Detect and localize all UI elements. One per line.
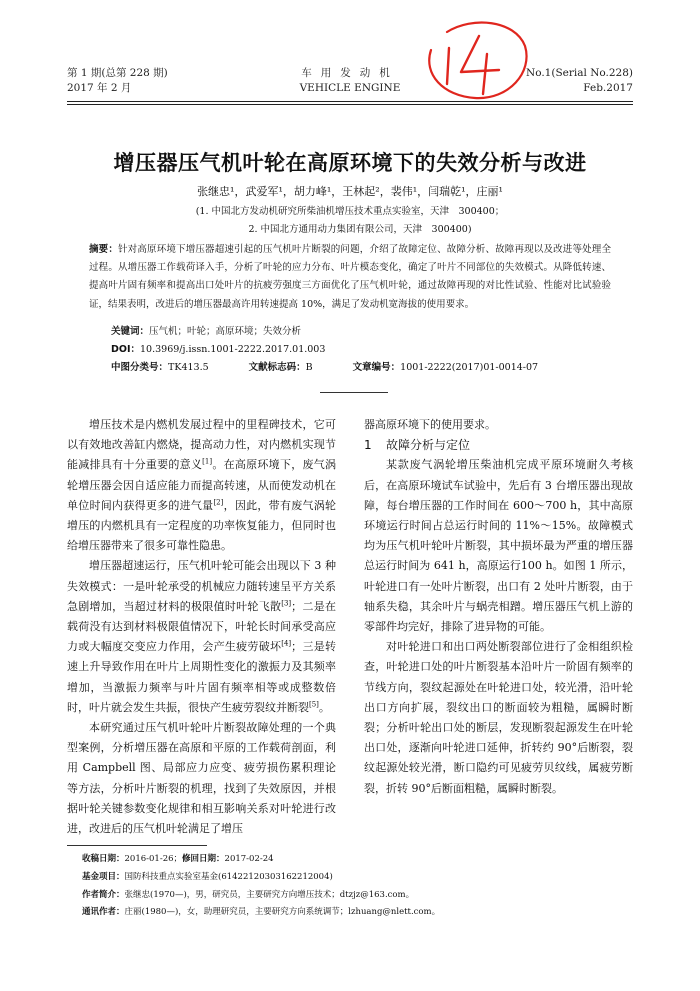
- classification-codes: [111, 359, 538, 376]
- body-left-column: [67, 415, 336, 839]
- doc-code-value: B: [305, 362, 313, 373]
- citation: [4]: [281, 639, 292, 648]
- abstract: [89, 241, 611, 314]
- footnotes: [82, 851, 642, 922]
- abstract-label: 摘要：: [89, 244, 119, 255]
- citation: [3]: [281, 599, 292, 608]
- abstract-divider: [320, 392, 388, 393]
- doi-text: 10.3969/j.issn.1001-2222.2017.01.003: [140, 344, 326, 355]
- footnote-corresponding: 通讯作者：庄丽(1980—)，女，助理研究员，主要研究方向系统调节；lzhuang@nlett.com。: [82, 907, 441, 918]
- doi: [111, 341, 325, 358]
- header-rule-thin: [67, 104, 633, 105]
- doi-label: DOI：: [111, 344, 140, 355]
- clc-value: TK413.5: [168, 362, 209, 373]
- journal-name-cn: 车用发动机: [301, 67, 399, 79]
- affiliation-2: 2. 中国北方通用动力集团有限公司，天津 300400): [248, 224, 472, 235]
- paragraph: 器高原环境下的使用要求。: [364, 418, 496, 431]
- author-list: 张继忠¹，武爱军¹，胡力峰¹，王林起²，裴伟¹，闫瑞乾¹，庄丽¹: [197, 185, 503, 198]
- article-number-label: 文章编号：: [352, 362, 401, 373]
- section-number: 1: [364, 438, 372, 453]
- footnote-author: 作者简介：张继忠(1970—)，男，研究员，主要研究方向增压技术；dtzjz@163.com。: [82, 889, 415, 900]
- citation: [2]: [213, 498, 224, 507]
- section-title: 故障分析与定位: [386, 438, 471, 453]
- journal-issue-info-en: [526, 66, 633, 96]
- affiliation-1: (1. 中国北方发动机研究所柴油机增压技术重点实验室，天津 300400；: [195, 206, 505, 217]
- issue-date-en: Feb.2017: [583, 82, 633, 94]
- keywords: [111, 323, 301, 340]
- paragraph: 增压器超速运行，压气机叶轮可能会出现以下 3 种失效模式：一是叶轮承受的机械应力随转速呈平方关系急剧增加，当超过材料的极限值时叶轮飞散[3]；二是在载荷没有达到材料极限值情况下，叶轮长时间承受高应力或大幅度交变应力作用，会产生疲劳破坏[4]；三是转速上升导致作用在叶片上周期性变化的激振力及其频率增加，当激振力频率与叶片固有频率相等或成整数倍时，叶片就会发生共振，很快产生疲劳裂纹并断裂[5]。: [67, 559, 337, 714]
- issue-date: 2017 年 2 月: [67, 82, 132, 94]
- handwritten-annotation: [417, 14, 532, 104]
- issue-number: 第 1 期(总第 228 期): [67, 67, 168, 79]
- header-rule: [67, 101, 633, 102]
- article-number-value: 1001-2222(2017)01-0014-07: [400, 362, 539, 373]
- citation: [5]: [309, 700, 319, 709]
- paper-title: 增压器压气机叶轮在高原环境下的失效分析与改进: [113, 151, 587, 175]
- doc-code-label: 文献标志码：: [248, 362, 306, 373]
- keywords-label: 关键词：: [111, 326, 150, 337]
- footnote-dates: 收稿日期：2016-01-26；修回日期：2017-02-24: [82, 854, 274, 864]
- paragraph: 对叶轮进口和出口两处断裂部位进行了金相组织检查，叶轮进口处的叶片断裂基本沿叶片一阶固有频率的节线方向，裂纹起源处在叶轮进口处，较光滑，沿叶轮出口方向扩展，裂纹出口的断面较为粗糙，属瞬时断裂；分析叶轮出口处的断层，发现断裂起源发生在叶轮出口处，逐渐向叶轮进口延伸，折转约 90°后断裂，裂纹起源处较光滑，断口隐约可见疲劳贝纹线，属疲劳断裂，折转 90°后断面粗糙，属瞬时断裂。: [364, 640, 633, 795]
- citation: [1]: [202, 457, 213, 466]
- footnote-rule: [67, 845, 207, 846]
- abstract-text: 针对高原环境下增压器超速引起的压气机叶片断裂的问题，介绍了故障定位、故障分析、故障再现以及改进等处理全过程。从增压器工作载荷译入手，分析了叶轮的应力分布、叶片模态变化，确定了叶片不同部位的失效模式。从降低转速、提高叶片固有频率和提高出口处叶片的抗疲劳强度三方面优化了压气机叶轮，通过故障再现的对比性试验、性能对比试验验证，结果表明，改进后的增压器最高许用转速提高 10%，满足了发动机宽海拔的使用要求。: [89, 244, 611, 310]
- journal-issue-info: [67, 66, 168, 96]
- paragraph: 增压技术是内燃机发展过程中的里程碑技术，它可以有效地改善缸内燃烧，提高动力性，对内燃机实现节能减排具有十分重要的意义[1]。在高原环境下，废气涡轮增压器会因自适应能力而提高转速，从而使发动机在单位时间内获得更多的进气量[2]，因此，带有废气涡轮增压的内燃机具有一定程度的功率恢复能力，但同时也给增压器带来了很多可靠性隐患。: [67, 418, 337, 553]
- paragraph: 某款废气涡轮增压柴油机完成平原环境耐久考核后，在高原环境试车试验中，先后有 3 台增压器出现故障，每台增压器的工作时间在 600～700 h，其中高原环境运行时间占总运行时间的 11%～15%。故障模式均为压气机叶轮叶片断裂，其中损坏最为严重的增压器总运行时间为 641 h，高原运行100 h。如图 1 所示，叶轮进口有一处叶片断裂，出口有 2 处叶片断裂，由于轴系失稳，其余叶片与蜗壳相蹭。增压器压气机上游的零部件均完好，排除了进异物的可能。: [364, 458, 633, 634]
- issue-number-en: No.1(Serial No.228): [526, 67, 633, 79]
- clc-label: 中图分类号：: [111, 362, 169, 373]
- journal-name-en: VEHICLE ENGINE: [299, 82, 401, 94]
- paragraph: 本研究通过压气机叶轮叶片断裂故障处理的一个典型案例，分析增压器在高原和平原的工作载荷剖面，利用 Campbell 图、局部应力应变、疲劳损伤累积理论等方法，分析叶片断裂的机理，找到了失效原因，并根据叶轮关键参数变化规律和相互影响关系对叶轮进行改进，改进后的压气机叶轮满足了增压: [67, 721, 336, 836]
- footnote-fund: 基金项目：国防科技重点实验室基金(61422120303162212004): [82, 871, 333, 882]
- affiliations: [40, 203, 660, 239]
- keywords-text: 压气机；叶轮；高原环境；失效分析: [149, 326, 302, 337]
- section-heading: [364, 435, 633, 455]
- body-right-column: [364, 415, 633, 799]
